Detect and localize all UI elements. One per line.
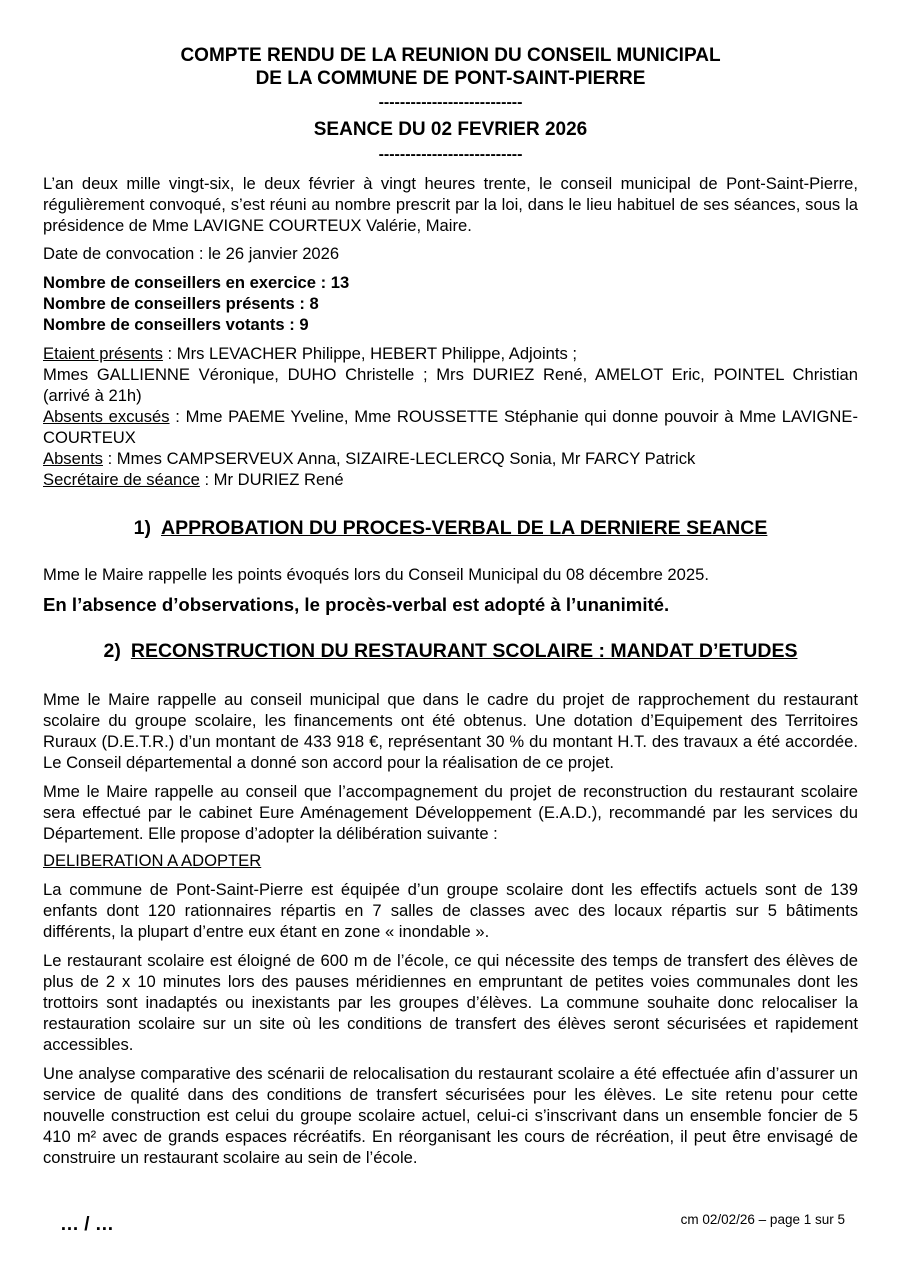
secretaire-label: Secrétaire de séance — [43, 470, 200, 489]
section1-title: APPROBATION DU PROCES-VERBAL DE LA DERNIERE SEANCE — [160, 517, 768, 539]
secretaire-line — [43, 469, 858, 490]
continuation-mark: … / … — [60, 1214, 114, 1235]
excuses-text: : Mme PAEME Yveline, Mme ROUSSETTE Stéphanie qui donne pouvoir à Mme LAVIGNE-COURTEUX — [43, 407, 858, 447]
presents-text-2: Mmes GALLIENNE Véronique, DUHO Christelle ; Mrs DURIEZ René, AMELOT Eric, POINTEL Christian (arrivé à 21h) — [43, 365, 858, 405]
section1-number: 1) — [133, 517, 151, 539]
convocation-date: Date de convocation : le 26 janvier 2026 — [43, 244, 340, 263]
section2-paragraph-2: Mme le Maire rappelle au conseil que l’accompagnement du projet de reconstruction du restaurant scolaire sera effectué par le cabinet Eure Aménagement Développement (E.A.D.), recommandé par les services du Département. Elle propose d’adopter la délibération suivante : — [43, 782, 858, 843]
absents-text: : Mmes CAMPSERVEUX Anna, SIZAIRE-LECLERCQ Sonia, Mr FARCY Patrick — [102, 449, 696, 468]
presents-line — [43, 343, 858, 364]
section2-paragraph-4: Le restaurant scolaire est éloigné de 600 m de l’école, ce qui nécessite des temps de transfert des élèves de plus de 2 x 10 minutes lors des pauses méridiennes en empruntant de petites voies communales dont les trottoirs sont inadaptés ou inexistants par les groupes d’élèves. La commune souhaite donc relocaliser la restauration scolaire sur un site où les conditions de transfert des élèves seront sécurisées et rapidement accessibles. — [43, 951, 858, 1054]
section2-paragraph-1: Mme le Maire rappelle au conseil municipal que dans le cadre du projet de rapprochement du restaurant scolaire du groupe scolaire, les financements ont été obtenus. Une dotation d’Equipement des Territoires Ruraux (D.E.T.R.) d’un montant de 433 918 €, représentant 30 % du montant H.T. des travaux a été accordée. Le Conseil départemental a donné son accord pour la réalisation de ce projet. — [43, 690, 858, 772]
count-votants: Nombre de conseillers votants : 9 — [43, 315, 309, 334]
separator-bottom: --------------------------- — [378, 146, 523, 163]
section2-heading — [43, 639, 858, 663]
excuses-line — [43, 406, 858, 448]
section2-number: 2) — [103, 640, 121, 662]
absents-line — [43, 448, 858, 469]
section1-heading — [43, 516, 858, 540]
secretaire-text: : Mr DURIEZ René — [199, 470, 344, 489]
presents-text: : Mrs LEVACHER Philippe, HEBERT Philippe, Adjoints ; — [162, 344, 578, 363]
intro-paragraph: L’an deux mille vingt-six, le deux février à vingt heures trente, le conseil municipal de Pont-Saint-Pierre, régulièrement convoqué, s’est réuni au nombre prescrit par la loi, dans le lieu habituel de ses séances, sous la présidence de Mme LAVIGNE COURTEUX Valérie, Maire. — [43, 174, 858, 235]
section2-title: RECONSTRUCTION DU RESTAURANT SCOLAIRE : MANDAT D’ETUDES — [130, 640, 798, 662]
document-title-line1: COMPTE RENDU DE LA REUNION DU CONSEIL MUNICIPAL — [180, 45, 721, 66]
section1-decision: En l’absence d’observations, le procès-verbal est adopté à l’unanimité. — [43, 594, 670, 615]
absents-label: Absents — [43, 449, 103, 468]
section2-paragraph-5: Une analyse comparative des scénarii de relocalisation du restaurant scolaire a été effectuée afin d’assurer un service de qualité dans des conditions de transfert sécurisées pour les élèves. Le site retenu pour cette nouvelle construction est celui du groupe scolaire actuel, celui-ci s’inscrivant dans un ensemble foncier de 5 410 m² avec de grands espaces récréatifs. En réorganisant les cours de récréation, il peut être envisagé de construire un restaurant scolaire au sein de l’école. — [43, 1064, 858, 1167]
seance-date: SEANCE DU 02 FEVRIER 2026 — [313, 119, 588, 140]
presents-label: Etaient présents — [43, 344, 163, 363]
count-exercice: Nombre de conseillers en exercice : 13 — [43, 273, 350, 292]
document-title-line2: DE LA COMMUNE DE PONT-SAINT-PIERRE — [255, 68, 646, 89]
page-footer: cm 02/02/26 – page 1 sur 5 — [680, 1212, 845, 1227]
section2-paragraph-3: La commune de Pont-Saint-Pierre est équipée d’un groupe scolaire dont les effectifs actuels sont de 139 enfants dont 120 rationnaires répartis en 7 salles de classes avec des locaux répartis sur 5 bâtiments différents, la plupart d’entre eux étant en zone « inondable ». — [43, 880, 858, 941]
deliberation-heading: DELIBERATION A ADOPTER — [43, 851, 262, 870]
excuses-label: Absents excusés — [43, 407, 170, 426]
section1-text: Mme le Maire rappelle les points évoqués lors du Conseil Municipal du 08 décembre 2025. — [43, 565, 709, 584]
document-page — [43, 44, 858, 1168]
count-presents: Nombre de conseillers présents : 8 — [43, 294, 319, 313]
separator-top: --------------------------- — [378, 94, 523, 111]
